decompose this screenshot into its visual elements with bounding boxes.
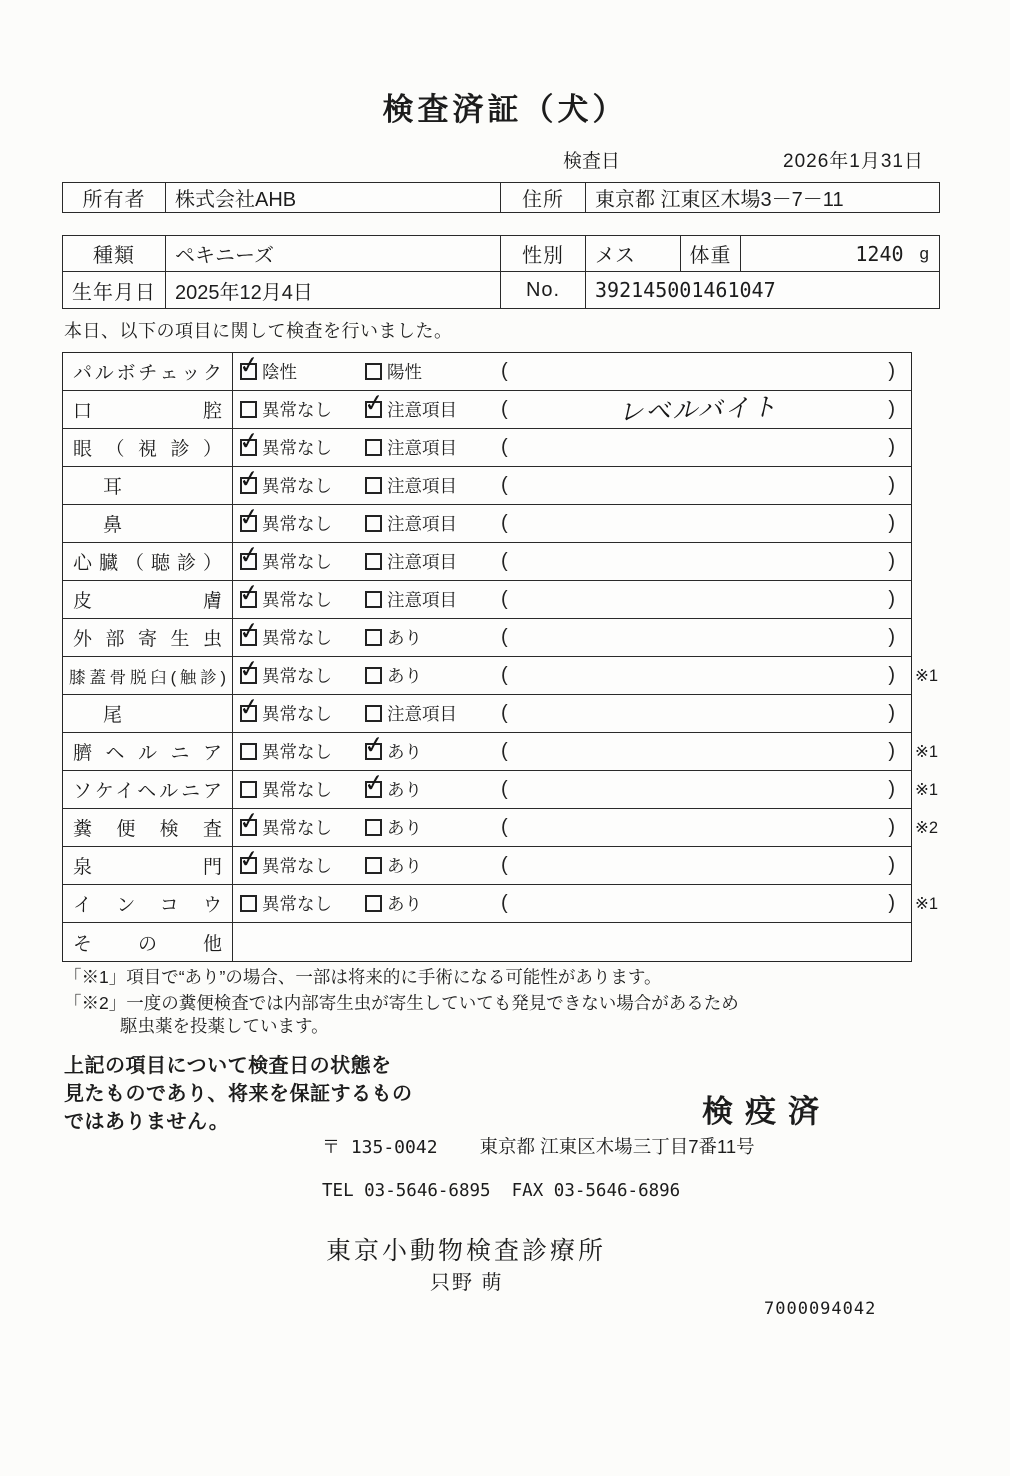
disclaimer-line-3: ではありません。 bbox=[64, 1111, 230, 1133]
exam-note bbox=[499, 626, 911, 649]
close-paren: ) bbox=[888, 550, 895, 572]
exam-option-2 bbox=[365, 815, 499, 840]
exam-row-inkou bbox=[63, 885, 939, 923]
exam-note bbox=[499, 778, 911, 801]
handwritten-note bbox=[508, 857, 888, 870]
exam-option-2 bbox=[365, 473, 499, 498]
footnote-ref: ※1 bbox=[915, 780, 939, 799]
open-paren: ( bbox=[501, 816, 508, 838]
exam-option-2 bbox=[365, 891, 499, 916]
exam-note bbox=[499, 588, 911, 611]
address-value: 東京都 江東区木場3－7－11 bbox=[595, 189, 844, 211]
exam-note bbox=[499, 474, 911, 497]
option-label: 注意項目 bbox=[387, 438, 457, 458]
exam-note bbox=[499, 702, 911, 725]
exam-item-label: 尾 bbox=[63, 695, 233, 732]
option-label: あり bbox=[387, 666, 422, 686]
exam-option-2 bbox=[365, 587, 499, 612]
option-label: あり bbox=[387, 628, 422, 648]
option-label: 注意項目 bbox=[387, 514, 457, 534]
option-label: 異常なし bbox=[262, 514, 332, 534]
open-paren: ( bbox=[501, 360, 508, 382]
close-paren: ) bbox=[888, 740, 895, 762]
option-label: 異常なし bbox=[262, 666, 332, 686]
exam-item-label: 外部寄生虫 bbox=[63, 619, 233, 656]
open-paren: ( bbox=[501, 436, 508, 458]
exam-option-2 bbox=[365, 701, 499, 726]
exam-item-label: 眼（視診） bbox=[63, 429, 233, 466]
disclaimer-line-2: 見たものであり、将来を保証するもの bbox=[64, 1083, 413, 1105]
checkbox bbox=[365, 895, 382, 912]
open-paren: ( bbox=[501, 702, 508, 724]
option-label: 注意項目 bbox=[387, 704, 457, 724]
option-label: あり bbox=[387, 742, 422, 762]
exam-item-label: インコウ bbox=[63, 885, 233, 922]
exam-item-label: 糞便検査 bbox=[63, 809, 233, 846]
exam-option-1 bbox=[233, 577, 365, 612]
exam-option-2 bbox=[362, 767, 499, 802]
exam-row-parvo bbox=[63, 349, 911, 391]
exam-option-1 bbox=[233, 539, 365, 574]
footnote-ref: ※1 bbox=[915, 742, 939, 761]
address-label: 住所 bbox=[501, 183, 586, 212]
close-paren: ) bbox=[888, 436, 895, 458]
exam-option-1 bbox=[233, 397, 365, 422]
exam-option-2 bbox=[362, 729, 499, 764]
checkbox bbox=[237, 691, 261, 723]
checkbox bbox=[237, 577, 261, 609]
exam-row-skin bbox=[63, 577, 911, 619]
exam-note bbox=[499, 436, 911, 459]
checkbox bbox=[365, 363, 382, 380]
quarantine-stamp: 検疫済 bbox=[702, 1094, 831, 1129]
exam-option-1 bbox=[233, 739, 365, 764]
checkbox bbox=[237, 425, 261, 457]
inspector-name: 只野 萌 bbox=[430, 1272, 504, 1294]
open-paren: ( bbox=[501, 626, 508, 648]
exam-item-label: 口腔 bbox=[63, 391, 233, 428]
tel-fax-line: TEL 03-5646-6895 FAX 03-5646-6896 bbox=[322, 1181, 681, 1201]
checkbox bbox=[240, 401, 257, 418]
option-label: 異常なし bbox=[262, 818, 332, 838]
exam-option-2 bbox=[365, 549, 499, 574]
checkbox bbox=[365, 439, 382, 456]
pet-table-row-1 bbox=[63, 236, 939, 272]
exam-option-1 bbox=[233, 843, 365, 878]
exam-option-1 bbox=[233, 805, 365, 840]
option-label: あり bbox=[387, 818, 422, 838]
exam-item-label: 耳 bbox=[63, 467, 233, 504]
exam-note bbox=[499, 892, 911, 915]
open-paren: ( bbox=[501, 550, 508, 572]
close-paren: ) bbox=[888, 474, 895, 496]
inspection-date-label: 検査日 bbox=[563, 151, 621, 172]
weight-unit: g bbox=[919, 243, 929, 263]
exam-item-label: 泉門 bbox=[63, 847, 233, 884]
checkbox bbox=[240, 743, 257, 760]
exam-note bbox=[499, 854, 911, 877]
inspection-date-value: 2026年1月31日 bbox=[783, 151, 924, 172]
checkbox bbox=[237, 539, 261, 571]
open-paren: ( bbox=[501, 474, 508, 496]
clinic-address-line bbox=[322, 1133, 755, 1159]
checkbox bbox=[365, 477, 382, 494]
exam-row-oral bbox=[63, 387, 911, 429]
checkmark-icon: ✓ bbox=[362, 387, 386, 419]
checkbox bbox=[365, 819, 382, 836]
postal-code: 〒 135-0042 bbox=[322, 1137, 438, 1158]
document-title: 検査済証（犬） bbox=[382, 92, 628, 127]
exam-row-heart bbox=[63, 539, 911, 581]
checkbox bbox=[237, 615, 261, 647]
checkmark-icon: ✓ bbox=[237, 843, 261, 875]
checkbox bbox=[237, 463, 261, 495]
exam-option-1 bbox=[233, 425, 365, 460]
id-number-value: 392145001461047 bbox=[595, 278, 776, 302]
exam-item-label: 膝蓋骨脱臼(触診) bbox=[63, 657, 233, 694]
checkmark-icon: ✓ bbox=[237, 425, 261, 457]
exam-item-label: ソケイヘルニア bbox=[63, 771, 233, 808]
close-paren: ) bbox=[888, 626, 895, 648]
handwritten-note bbox=[508, 629, 888, 642]
exam-note bbox=[499, 740, 911, 763]
owner-table bbox=[62, 182, 940, 213]
close-paren: ) bbox=[888, 778, 895, 800]
checkbox bbox=[237, 653, 261, 685]
option-label: あり bbox=[387, 780, 422, 800]
id-number-label: No. bbox=[501, 272, 586, 308]
close-paren: ) bbox=[888, 360, 895, 382]
open-paren: ( bbox=[501, 892, 508, 914]
option-label: 異常なし bbox=[262, 780, 332, 800]
exam-option-1 bbox=[233, 891, 365, 916]
exam-option-2 bbox=[365, 511, 499, 536]
handwritten-note bbox=[508, 439, 888, 452]
handwritten-note bbox=[508, 363, 888, 376]
exam-row-umbilical-hernia bbox=[63, 729, 939, 771]
checkbox bbox=[365, 553, 382, 570]
exam-row-ears bbox=[63, 463, 911, 505]
option-label: 注意項目 bbox=[387, 590, 457, 610]
exam-row-fecal-exam bbox=[63, 805, 939, 847]
option-label: 注意項目 bbox=[387, 400, 457, 420]
checkbox bbox=[237, 349, 261, 381]
birthdate-label: 生年月日 bbox=[63, 272, 166, 308]
owner-label: 所有者 bbox=[63, 183, 166, 212]
footnote-1: 「※1」項目で“あり”の場合、一部は将来的に手術になる可能性があります。 bbox=[64, 967, 662, 987]
open-paren: ( bbox=[501, 778, 508, 800]
document-number: 7000094042 bbox=[764, 1299, 877, 1319]
exam-row-other bbox=[63, 923, 911, 961]
exam-option-1 bbox=[233, 691, 365, 726]
disclaimer bbox=[64, 1052, 413, 1136]
exam-row-inguinal-hernia bbox=[63, 767, 939, 809]
weight-value: 1240 bbox=[855, 241, 904, 266]
disclaimer-line-1: 上記の項目について検査日の状態を bbox=[64, 1055, 392, 1077]
exam-option-2 bbox=[365, 625, 499, 650]
exam-option-1 bbox=[233, 615, 365, 650]
open-paren: ( bbox=[501, 740, 508, 762]
open-paren: ( bbox=[501, 398, 508, 420]
owner-value: 株式会社AHB bbox=[166, 183, 501, 212]
option-label: 注意項目 bbox=[387, 476, 457, 496]
weight-value-cell bbox=[741, 236, 941, 271]
exam-option-2 bbox=[365, 359, 499, 384]
handwritten-note bbox=[508, 781, 888, 794]
exam-note bbox=[499, 512, 911, 535]
exam-row-patella bbox=[63, 653, 939, 695]
checkbox bbox=[365, 515, 382, 532]
breed-value: ペキニーズ bbox=[166, 236, 501, 271]
option-label: 異常なし bbox=[262, 742, 332, 762]
close-paren: ) bbox=[888, 398, 895, 420]
exam-option-2 bbox=[362, 387, 499, 422]
exam-note bbox=[499, 816, 911, 839]
option-label: 異常なし bbox=[262, 704, 332, 724]
option-label: 異常なし bbox=[262, 894, 332, 914]
option-label: 異常なし bbox=[262, 590, 332, 610]
checkbox bbox=[365, 629, 382, 646]
open-paren: ( bbox=[501, 664, 508, 686]
exam-option-1 bbox=[233, 777, 365, 802]
checkbox bbox=[365, 667, 382, 684]
checkbox bbox=[365, 591, 382, 608]
open-paren: ( bbox=[501, 588, 508, 610]
option-label: 異常なし bbox=[262, 476, 332, 496]
option-label: 陽性 bbox=[387, 362, 422, 382]
handwritten-note bbox=[508, 895, 888, 908]
exam-option-1 bbox=[233, 463, 365, 498]
exam-item-label: 心臓（聴診） bbox=[63, 543, 233, 580]
sex-label: 性別 bbox=[501, 236, 586, 271]
checkmark-icon: ✓ bbox=[237, 805, 261, 837]
exam-option-1 bbox=[233, 501, 365, 536]
exam-note bbox=[499, 664, 911, 687]
exam-row-eyes bbox=[63, 425, 911, 467]
footnote-ref: ※1 bbox=[915, 666, 939, 685]
checkmark-icon: ✓ bbox=[362, 729, 386, 761]
handwritten-note bbox=[508, 553, 888, 566]
exam-note bbox=[499, 392, 911, 428]
handwritten-note bbox=[508, 819, 888, 832]
checkbox bbox=[362, 767, 386, 799]
close-paren: ) bbox=[888, 702, 895, 724]
checkbox bbox=[237, 843, 261, 875]
handwritten-note bbox=[508, 705, 888, 718]
pet-table-row-2 bbox=[63, 272, 939, 308]
open-paren: ( bbox=[501, 854, 508, 876]
option-label: 異常なし bbox=[262, 438, 332, 458]
exam-note bbox=[499, 360, 911, 383]
close-paren: ) bbox=[888, 588, 895, 610]
option-label: あり bbox=[387, 894, 422, 914]
birthdate-value: 2025年12月4日 bbox=[166, 272, 501, 308]
close-paren: ) bbox=[888, 664, 895, 686]
option-label: 異常なし bbox=[262, 400, 332, 420]
checkmark-icon: ✓ bbox=[237, 577, 261, 609]
option-label: 注意項目 bbox=[387, 552, 457, 572]
checkmark-icon: ✓ bbox=[237, 691, 261, 723]
handwritten-note bbox=[508, 743, 888, 756]
exam-row-nose bbox=[63, 501, 911, 543]
handwritten-note: レベルバイト bbox=[617, 391, 779, 427]
exam-item-label: パルボチェック bbox=[63, 353, 233, 390]
checkmark-icon: ✓ bbox=[237, 653, 261, 685]
close-paren: ) bbox=[888, 854, 895, 876]
exam-option-2 bbox=[365, 663, 499, 688]
open-paren: ( bbox=[501, 512, 508, 534]
exam-option-1 bbox=[233, 653, 365, 688]
checkbox bbox=[237, 805, 261, 837]
exam-option-2 bbox=[365, 435, 499, 460]
checkbox bbox=[237, 501, 261, 533]
handwritten-note bbox=[508, 477, 888, 490]
exam-row-fontanelle bbox=[63, 843, 911, 885]
footnote-2: 「※2」一度の糞便検査では内部寄生虫が寄生していても発見できない場合があるため bbox=[64, 993, 739, 1013]
checkmark-icon: ✓ bbox=[237, 463, 261, 495]
footnote-ref: ※1 bbox=[915, 894, 939, 913]
clinic-address: 東京都 江東区木場三丁目7番11号 bbox=[479, 1136, 755, 1157]
footnote-2-continued: 駆虫薬を投薬しています。 bbox=[120, 1016, 329, 1036]
breed-label: 種類 bbox=[63, 236, 166, 271]
exam-option-2 bbox=[365, 853, 499, 878]
sex-value: メス bbox=[586, 236, 681, 271]
handwritten-note bbox=[508, 667, 888, 680]
close-paren: ) bbox=[888, 512, 895, 534]
handwritten-note bbox=[508, 591, 888, 604]
checkmark-icon: ✓ bbox=[237, 615, 261, 647]
weight-label: 体重 bbox=[681, 236, 741, 271]
footnote-ref: ※2 bbox=[915, 818, 939, 837]
intro-statement: 本日、以下の項目に関して検査を行いました。 bbox=[64, 321, 453, 341]
exam-row-external-parasites bbox=[63, 615, 911, 657]
exam-item-label: 皮膚 bbox=[63, 581, 233, 618]
exam-item-label: その他 bbox=[63, 923, 233, 961]
exam-item-label: 臍ヘルニア bbox=[63, 733, 233, 770]
close-paren: ) bbox=[888, 892, 895, 914]
option-label: 陰性 bbox=[262, 362, 297, 382]
checkmark-icon: ✓ bbox=[237, 539, 261, 571]
exam-note bbox=[499, 550, 911, 573]
exam-item-label: 鼻 bbox=[63, 505, 233, 542]
checkbox bbox=[362, 729, 386, 761]
handwritten-note bbox=[508, 515, 888, 528]
checkmark-icon: ✓ bbox=[237, 349, 261, 381]
checkbox bbox=[240, 895, 257, 912]
option-label: 異常なし bbox=[262, 628, 332, 648]
pet-table bbox=[62, 235, 940, 309]
option-label: 異常なし bbox=[262, 552, 332, 572]
checkbox bbox=[365, 705, 382, 722]
exam-table bbox=[62, 349, 939, 962]
close-paren: ) bbox=[888, 816, 895, 838]
checkmark-icon: ✓ bbox=[237, 501, 261, 533]
checkbox bbox=[240, 781, 257, 798]
checkmark-icon: ✓ bbox=[362, 767, 386, 799]
checkbox bbox=[362, 387, 386, 419]
checkbox bbox=[365, 857, 382, 874]
clinic-name: 東京小動物検査診療所 bbox=[326, 1237, 607, 1265]
option-label: 異常なし bbox=[262, 856, 332, 876]
option-label: あり bbox=[387, 856, 422, 876]
exam-row-tail bbox=[63, 691, 911, 733]
exam-option-1 bbox=[233, 349, 365, 384]
